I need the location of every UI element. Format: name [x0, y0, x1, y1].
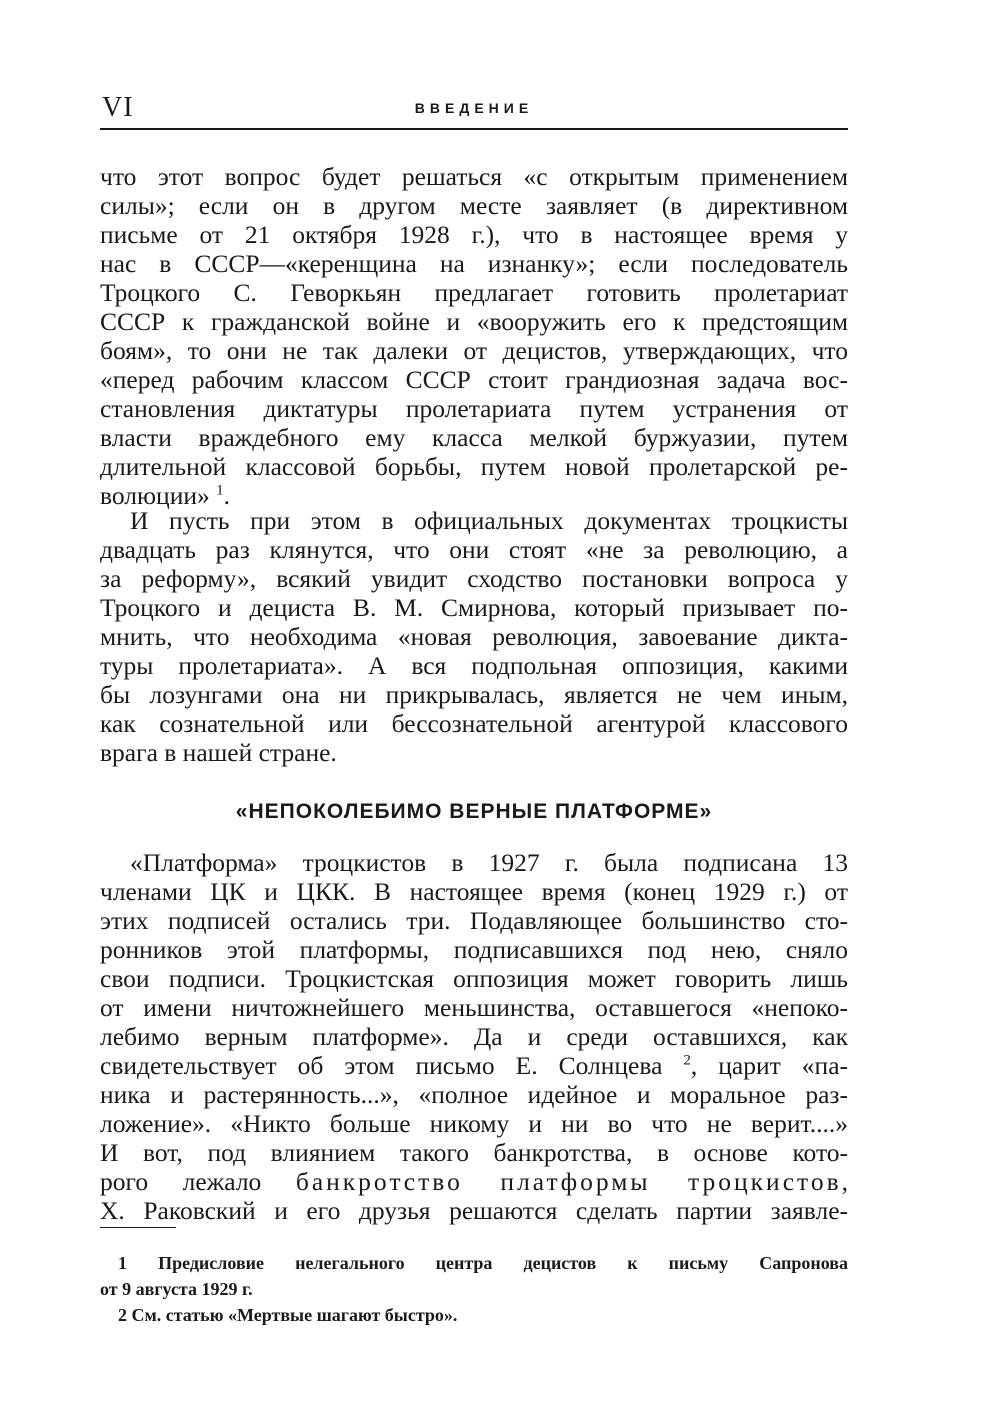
- page-number: VI: [102, 92, 134, 123]
- text-line: от имени ничтожнейшего меньшинства, оставшегося «непоко-: [100, 993, 848, 1022]
- text-line: этих подписей остались три. Подавляющее большинство сто-: [100, 906, 848, 935]
- text-line: боям», то они не так далеки от децистов, утверждающих, что: [100, 336, 848, 365]
- text-line: [100, 1167, 848, 1196]
- section-heading: «НЕПОКОЛЕБИМО ВЕРНЫЕ ПЛАТФОРМЕ»: [235, 800, 713, 823]
- text-line: [100, 1051, 848, 1080]
- text-line: Троцкого С. Геворкьян предлагает готовить пролетариат: [100, 278, 848, 307]
- text-line: силы»; если он в другом месте заявляет (в директивном: [100, 191, 848, 220]
- text-fragment: волюции»: [100, 481, 210, 510]
- text-line: как сознательной или бессознательной агентурой классового: [100, 709, 848, 738]
- text-line: И пусть при этом в официальных документах троцкисты: [130, 506, 848, 535]
- text-line: «перед рабочим классом СССР стоит грандиозная задача вос-: [100, 365, 848, 394]
- text-fragment: , царит «па-: [690, 1051, 849, 1080]
- footnote-1: [100, 1250, 848, 1276]
- page-header: [100, 88, 848, 128]
- paragraph-1: [100, 162, 848, 510]
- text-line: ложение». «Никто больше никому и ни во что не верит....»: [100, 1109, 848, 1138]
- text-line: бы лозунгами она ни прикрывалась, является не чем иным,: [100, 680, 848, 709]
- footnote-text: См. статью «Мертвые шагают быстро».: [131, 1305, 458, 1325]
- text-line: свои подписи. Троцкистская оппозиция может говорить лишь: [100, 964, 848, 993]
- text-line: врага в нашей стране.: [100, 738, 337, 767]
- text-fragment: .: [223, 481, 230, 510]
- text-line: ника и растерянность...», «полное идейное и моральное раз-: [100, 1080, 848, 1109]
- text-line: двадцать раз клянутся, что они стоят «не за революцию, а: [100, 535, 848, 564]
- emphasized-phrase: банкротство платформы троцкистов: [295, 1167, 842, 1196]
- text-line: длительной классовой борьбы, путем новой пролетарской ре-: [100, 452, 848, 481]
- footnote-ref-1[interactable]: 1: [216, 482, 224, 499]
- text-line: «Платформа» троцкистов в 1927 г. была подписана 13: [130, 848, 848, 877]
- text-line: что этот вопрос будет решаться «с открытым применением: [100, 162, 848, 191]
- footnote-1-continued: от 9 августа 1929 г.: [100, 1279, 253, 1299]
- text-fragment: ,: [841, 1167, 848, 1196]
- text-line: за реформу», всякий увидит сходство постановки вопроса у: [100, 564, 848, 593]
- text-fragment: рого лежало: [100, 1167, 262, 1196]
- footnote-rule: [100, 1227, 176, 1228]
- footnote-mark: 1: [118, 1253, 127, 1273]
- running-title: ВВЕДЕНИЕ: [414, 100, 534, 116]
- paragraph-2: [100, 506, 848, 767]
- text-line: письме от 21 октября 1928 г.), что в настоящее время у: [100, 220, 848, 249]
- text-line: туры пролетариата». А вся подпольная оппозиция, какими: [100, 651, 848, 680]
- text-line: СССР к гражданской войне и «вооружить его к предстоящим: [100, 307, 848, 336]
- text-line: Х. Раковский и его друзья решаются сделать партии заявле-: [100, 1196, 848, 1225]
- header-rule: [100, 128, 848, 130]
- text-line: И вот, под влиянием такого банкротства, в основе кото-: [100, 1138, 848, 1167]
- text-line: лебимо верным платформе». Да и среди оставшихся, как: [100, 1022, 848, 1051]
- text-line: власти враждебного ему класса мелкой буржуазии, путем: [100, 423, 848, 452]
- book-page: [100, 0, 848, 1418]
- footnote-ref-2[interactable]: 2: [683, 1052, 691, 1069]
- paragraph-3: [100, 848, 848, 1225]
- footnote-mark: 2: [118, 1305, 127, 1325]
- footnotes: [100, 1250, 848, 1328]
- footnote-text: Предисловие нелегального центра децистов к письму Сапронова: [158, 1253, 849, 1273]
- text-line: становления диктатуры пролетариата путем устранения от: [100, 394, 848, 423]
- text-fragment: свидетельствует об этом письмо Е. Солнцева: [100, 1051, 663, 1080]
- text-line: членами ЦК и ЦКК. В настоящее время (конец 1929 г.) от: [100, 877, 848, 906]
- footnote-2: [100, 1302, 848, 1328]
- text-line: нас в СССР—«керенщина на изнанку»; если последователь: [100, 249, 848, 278]
- text-line: ронников этой платформы, подписавшихся под нею, сняло: [100, 935, 848, 964]
- text-line: мнить, что необходима «новая революция, завоевание дикта-: [100, 622, 848, 651]
- text-line: Троцкого и дециста В. М. Смирнова, который призывает по-: [100, 593, 848, 622]
